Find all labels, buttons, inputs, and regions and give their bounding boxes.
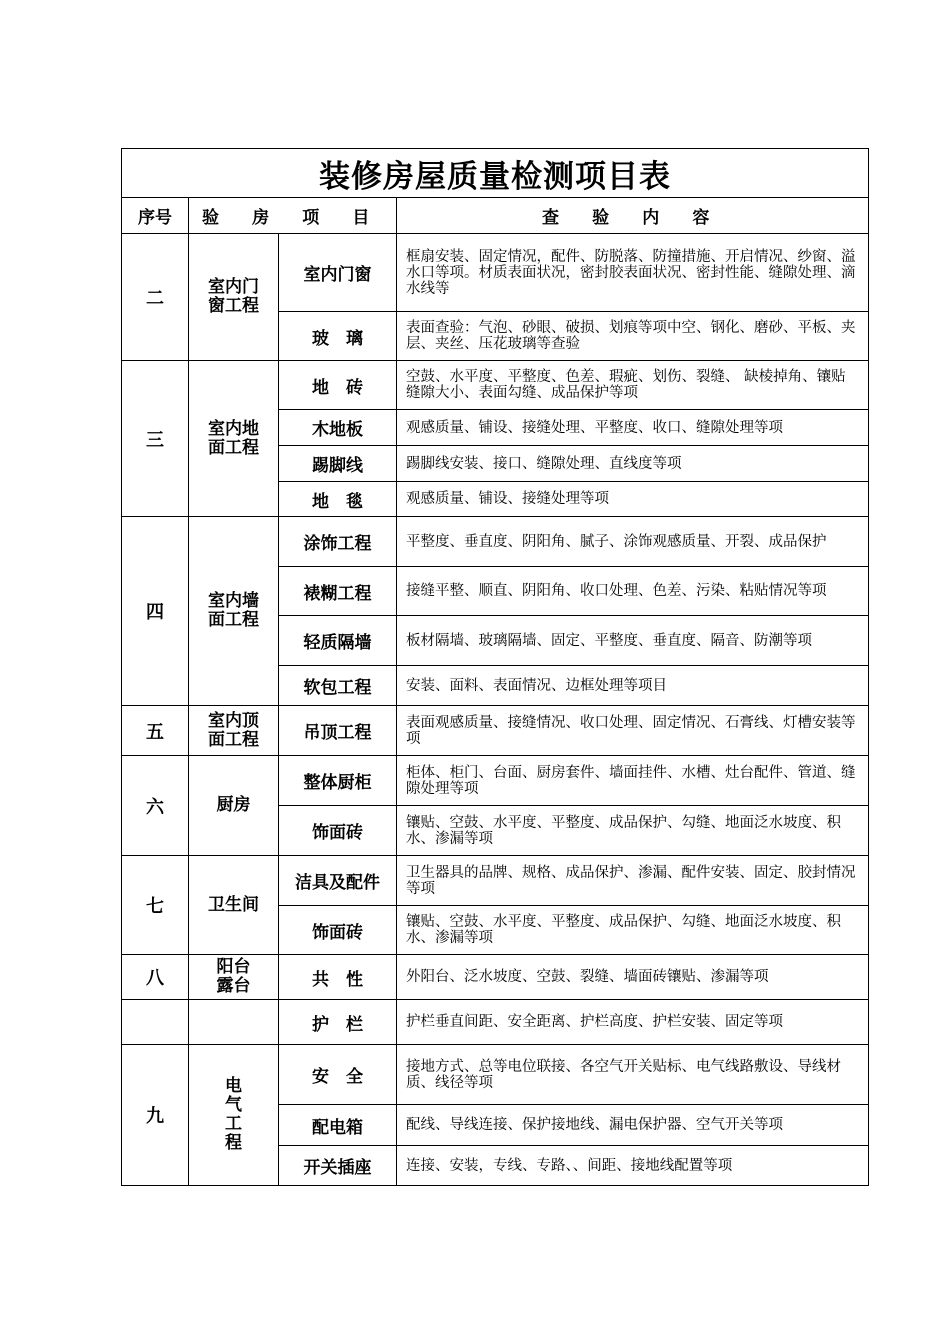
section-number: 三 <box>122 361 189 517</box>
item-name: 轻质隔墙 <box>279 616 397 666</box>
item-content: 空鼓、水平度、平整度、色差、瑕疵、划伤、裂缝、 缺棱掉角、镶贴缝隙大小、表面勾缝、成品保护等项 <box>397 361 869 410</box>
item-content: 接缝平整、顺直、阴阳角、收口处理、色差、污染、粘贴情况等项 <box>397 567 869 616</box>
page-title: 装修房屋质量检测项目表 <box>122 149 869 198</box>
item-name: 饰面砖 <box>279 806 397 856</box>
inspection-table <box>121 148 869 1186</box>
item-content: 观感质量、铺设、接缝处理等项 <box>397 482 869 517</box>
item-name: 共 性 <box>279 955 397 1000</box>
table-row <box>122 361 869 410</box>
table-row <box>122 756 869 806</box>
inspection-document <box>121 148 868 1186</box>
item-content: 平整度、垂直度、阴阳角、腻子、涂饰观感质量、开裂、成品保护 <box>397 517 869 567</box>
item-name: 吊顶工程 <box>279 706 397 756</box>
item-content: 护栏垂直间距、安全距离、护栏高度、护栏安装、固定等项 <box>397 1000 869 1045</box>
item-name: 涂饰工程 <box>279 517 397 567</box>
section-category: 室内门窗工程 <box>189 234 279 361</box>
item-name: 木地板 <box>279 410 397 446</box>
item-name: 裱糊工程 <box>279 567 397 616</box>
table-row <box>122 955 869 1000</box>
item-name: 护 栏 <box>279 1000 397 1045</box>
header-content: 查 验 内 容 <box>397 198 869 234</box>
item-name: 安 全 <box>279 1045 397 1105</box>
table-row <box>122 517 869 567</box>
item-content: 配线、导线连接、保护接地线、漏电保护器、空气开关等项 <box>397 1105 869 1146</box>
section-number: 四 <box>122 517 189 706</box>
table-row <box>122 234 869 312</box>
section-category: 室内墙面工程 <box>189 517 279 706</box>
section-number: 七 <box>122 856 189 955</box>
item-name: 洁具及配件 <box>279 856 397 906</box>
item-content: 板材隔墙、玻璃隔墙、固定、平整度、垂直度、隔音、防潮等项 <box>397 616 869 666</box>
item-name: 开关插座 <box>279 1146 397 1186</box>
table-row <box>122 856 869 906</box>
item-content: 接地方式、总等电位联接、各空气开关贴标、电气线路敷设、导线材质、线径等项 <box>397 1045 869 1105</box>
section-category: 电气工程 <box>189 1045 279 1186</box>
table-row <box>122 1000 869 1045</box>
table-row <box>122 706 869 756</box>
section-category: 室内顶面工程 <box>189 706 279 756</box>
item-content: 框扇安装、固定情况，配件、防脱落、防撞措施、开启情况、纱窗、溢水口等项。材质表面状况，密封胶表面状况、密封性能、缝隙处理、滴水线等 <box>397 234 869 312</box>
item-content: 镶贴、空鼓、水平度、平整度、成品保护、勾缝、地面泛水坡度、积水、渗漏等项 <box>397 806 869 856</box>
section-number: 八 <box>122 955 189 1000</box>
item-content: 柜体、柜门、台面、厨房套件、墙面挂件、水槽、灶台配件、管道、缝隙处理等项 <box>397 756 869 806</box>
item-name: 踢脚线 <box>279 446 397 482</box>
item-content: 表面查验：气泡、砂眼、破损、划痕等项中空、钢化、磨砂、平板、夹层、夹丝、压花玻璃等查验 <box>397 312 869 361</box>
item-content: 镶贴、空鼓、水平度、平整度、成品保护、勾缝、地面泛水坡度、积水、渗漏等项 <box>397 906 869 955</box>
item-name: 地 毯 <box>279 482 397 517</box>
item-name: 软包工程 <box>279 666 397 706</box>
item-content: 卫生器具的品牌、规格、成品保护、渗漏、配件安装、固定、胶封情况等项 <box>397 856 869 906</box>
section-category: 卫生间 <box>189 856 279 955</box>
section-number: 五 <box>122 706 189 756</box>
table-row <box>122 1045 869 1105</box>
section-number <box>122 1000 189 1045</box>
header-no: 序号 <box>122 198 189 234</box>
item-content: 安装、面料、表面情况、边框处理等项目 <box>397 666 869 706</box>
section-category: 室内地面工程 <box>189 361 279 517</box>
section-category: 阳台露台 <box>189 955 279 1000</box>
item-content: 观感质量、铺设、接缝处理、平整度、收口、缝隙处理等项 <box>397 410 869 446</box>
item-name: 配电箱 <box>279 1105 397 1146</box>
item-content: 外阳台、泛水坡度、空鼓、裂缝、墙面砖镶贴、渗漏等项 <box>397 955 869 1000</box>
item-content: 表面观感质量、接缝情况、收口处理、固定情况、石膏线、灯槽安装等项 <box>397 706 869 756</box>
section-number: 二 <box>122 234 189 361</box>
section-number: 九 <box>122 1045 189 1186</box>
item-name: 地 砖 <box>279 361 397 410</box>
item-content: 踢脚线安装、接口、缝隙处理、直线度等项 <box>397 446 869 482</box>
item-name: 整体厨柜 <box>279 756 397 806</box>
section-category <box>189 1000 279 1045</box>
section-category: 厨房 <box>189 756 279 856</box>
section-number: 六 <box>122 756 189 856</box>
item-name: 室内门窗 <box>279 234 397 312</box>
item-name: 饰面砖 <box>279 906 397 955</box>
header-item: 验 房 项 目 <box>189 198 397 234</box>
item-content: 连接、安装，专线、专路、、间距、接地线配置等项 <box>397 1146 869 1186</box>
item-name: 玻 璃 <box>279 312 397 361</box>
